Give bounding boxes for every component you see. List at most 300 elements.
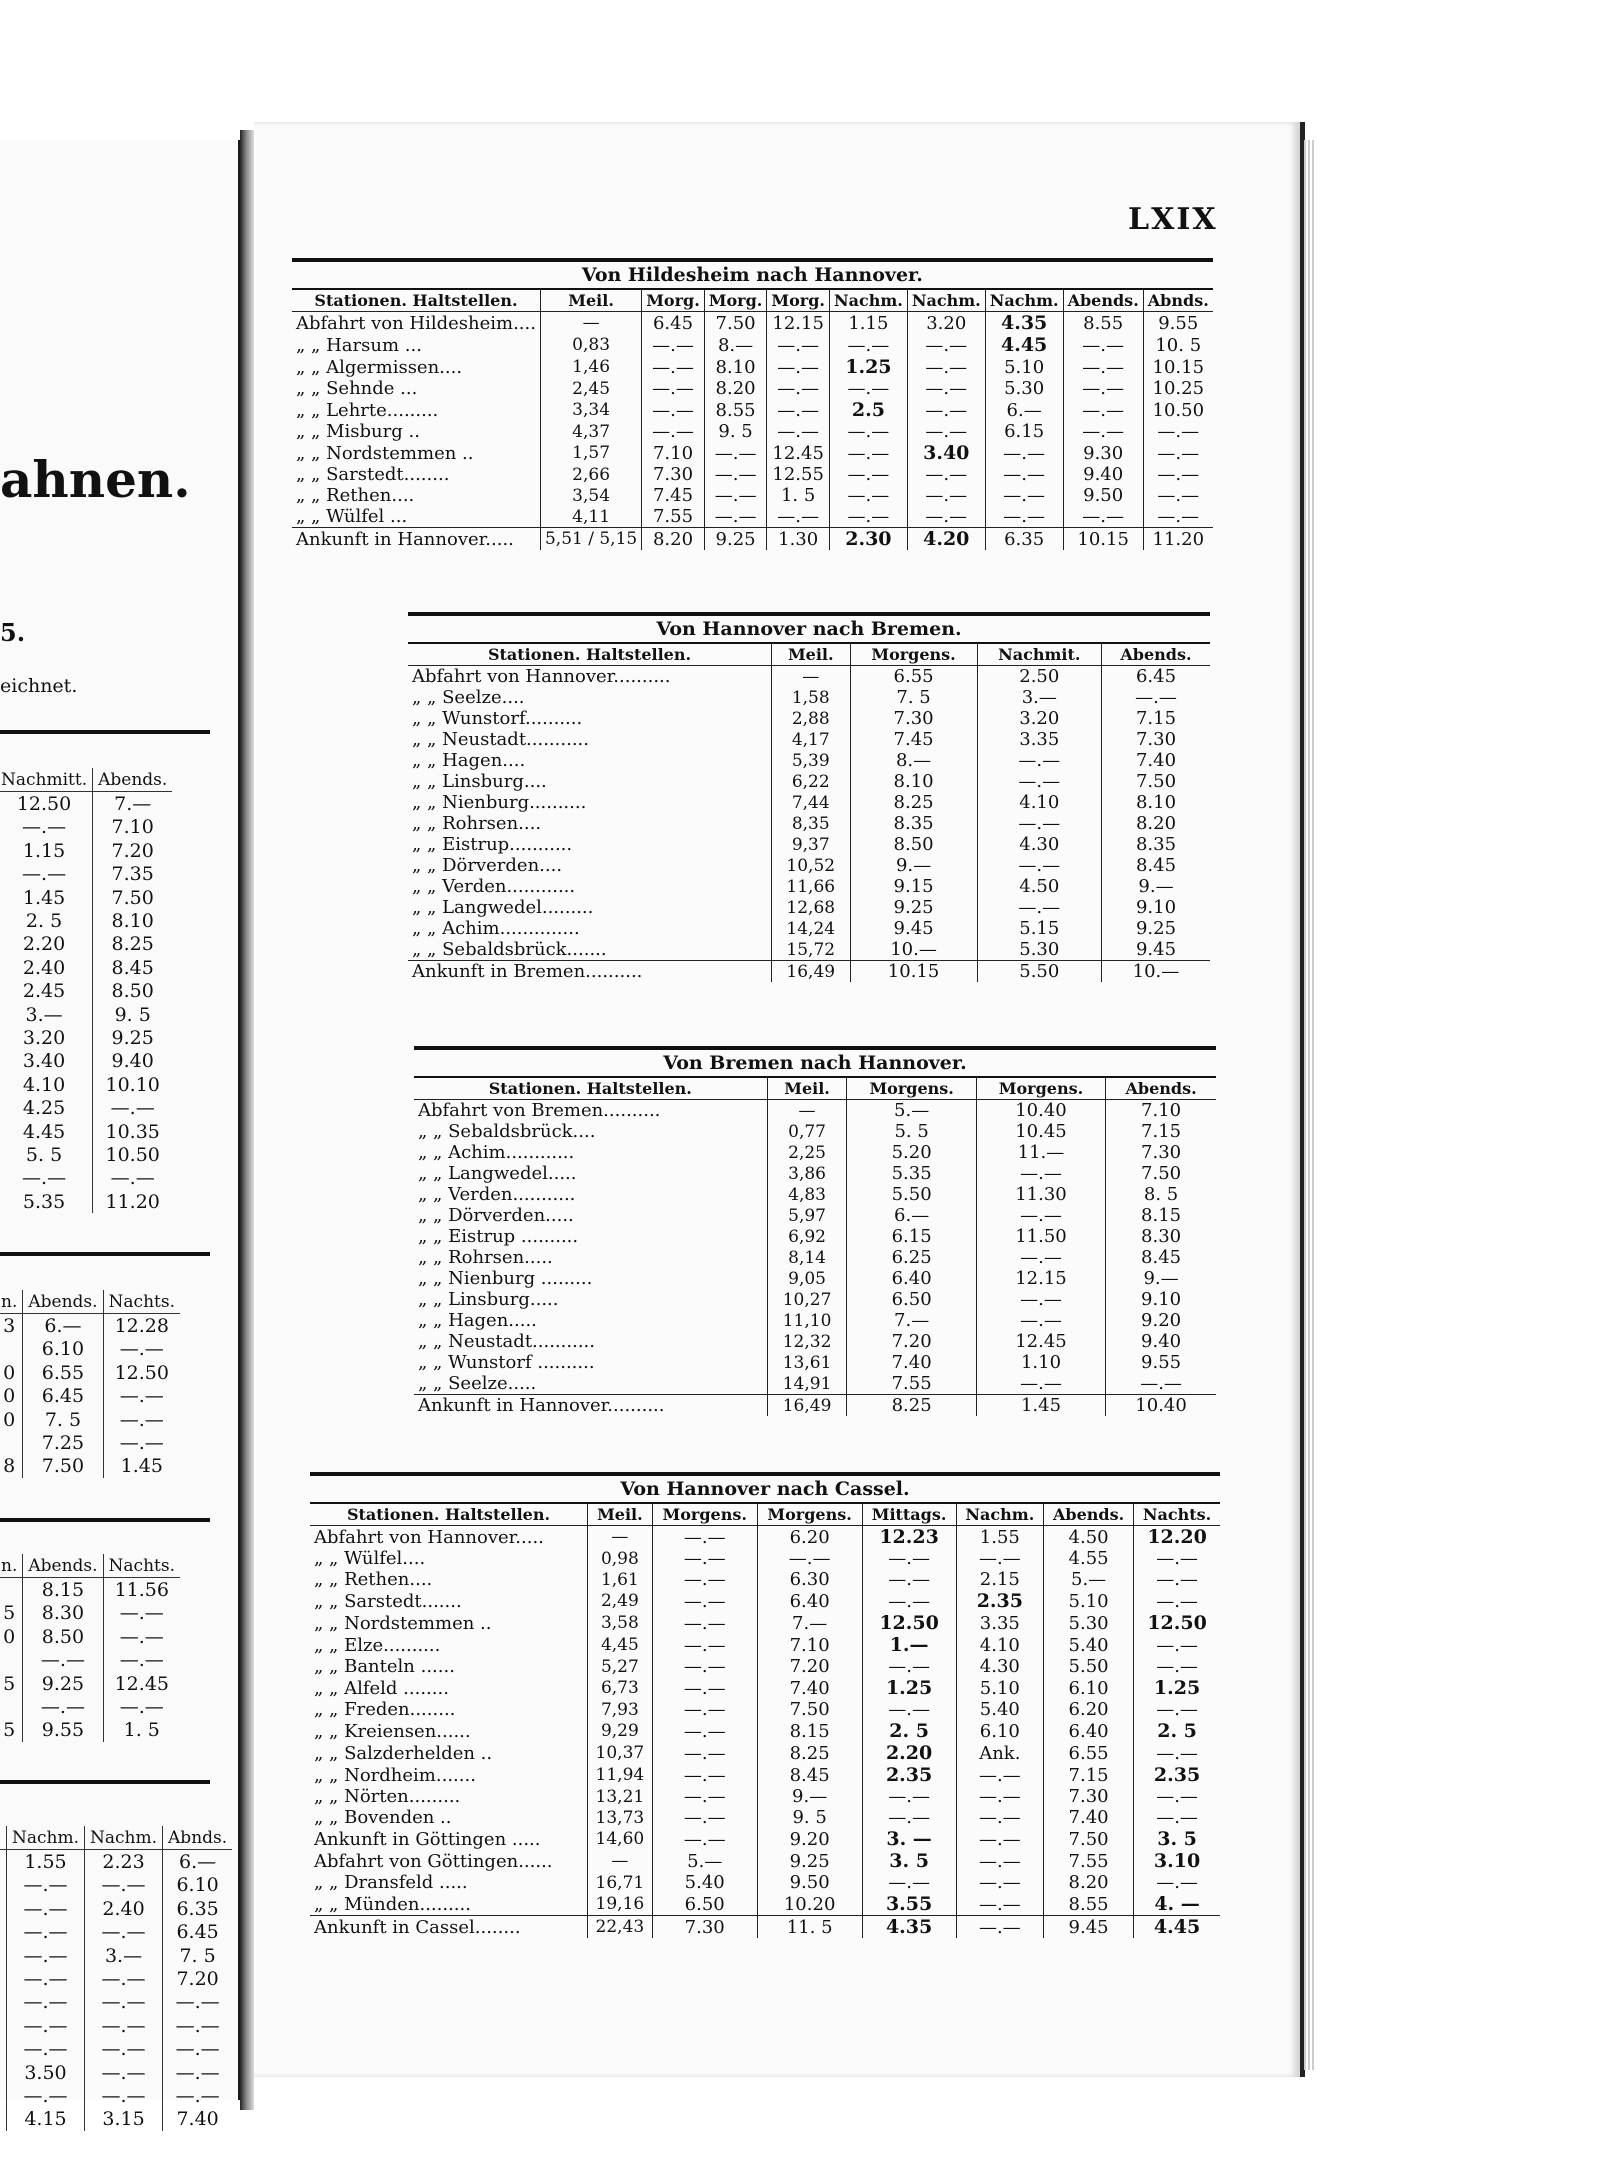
column-header: Morgens. [976, 1078, 1105, 1100]
time-cell: 2. 5 [25, 910, 63, 933]
left-heading: ahnen. [0, 450, 191, 509]
table-row [0, 1190, 172, 1213]
time-cell: —.— [85, 2061, 163, 2084]
time-cell: 7.35 [93, 863, 173, 886]
time-cell: 7.50 [757, 1699, 862, 1720]
table-row [0, 863, 172, 886]
time-cell: 8.10 [1101, 792, 1210, 813]
time-cell: —.— [103, 1408, 180, 1431]
time-cell: —.— [85, 1991, 163, 2014]
column-header: Morg. [704, 290, 767, 312]
timetable-hannover-bremen [408, 612, 1210, 982]
time-cell: —.— [704, 442, 767, 464]
station-name: „ „ Wunstorf.......... [412, 708, 583, 729]
table-row [310, 1828, 1220, 1850]
table-header-row [0, 1554, 180, 1578]
table-row [414, 1352, 1216, 1373]
time-cell: 8.50 [93, 980, 173, 1003]
time-cell: —.— [704, 485, 767, 506]
distance-cell: 11,94 [587, 1764, 652, 1786]
column-header: Meil. [772, 644, 851, 666]
time-cell: 10.40 [976, 1100, 1105, 1122]
table-row [408, 729, 1210, 750]
station-name: „ „ Sehnde ... [296, 378, 418, 399]
time-cell: —.— [956, 1807, 1043, 1828]
time-cell: —.— [757, 1548, 862, 1569]
time-cell: 3.— [85, 1944, 163, 1967]
time-cell: 11. 5 [757, 1916, 862, 1939]
time-cell: Ank. [956, 1742, 1043, 1764]
time-cell: 9.25 [850, 897, 977, 918]
column-header: Nachmit. [977, 644, 1101, 666]
time-cell: —.— [1134, 1872, 1220, 1893]
table-row [0, 1143, 172, 1166]
time-cell: 12.28 [103, 1314, 180, 1338]
time-cell: 7. 5 [163, 1944, 233, 1967]
station-name: „ „ Banteln ...... [314, 1656, 455, 1677]
time-cell: 1.25 [829, 356, 907, 378]
time-cell: —.— [956, 1828, 1043, 1850]
time-cell: 9. 5 [757, 1807, 862, 1828]
time-cell: 10.15 [1143, 356, 1213, 378]
time-cell: 5. 5 [25, 1143, 63, 1166]
time-cell: 11.50 [976, 1226, 1105, 1247]
time-cell: 5.40 [956, 1699, 1043, 1720]
distance-cell: 16,71 [587, 1872, 652, 1893]
table-row [408, 687, 1210, 708]
table-row [0, 1625, 180, 1648]
time-cell: 9.10 [1101, 897, 1210, 918]
table-row [0, 2084, 232, 2107]
table-header-row [310, 1504, 1220, 1526]
time-cell: 5.— [1044, 1569, 1134, 1590]
station-name: „ „ Langwedel......... [412, 897, 594, 918]
time-cell: 10.— [1101, 961, 1210, 983]
time-cell: 4.55 [1044, 1548, 1134, 1569]
time-cell: 7.10 [757, 1634, 862, 1656]
time-cell: 7.15 [1101, 708, 1210, 729]
station-name: „ „ Salzderhelden .. [314, 1742, 493, 1764]
time-cell: 5.40 [652, 1872, 757, 1893]
time-cell: 6.35 [163, 1897, 233, 1920]
time-cell: 1.45 [976, 1395, 1105, 1417]
table-row [408, 855, 1210, 876]
time-cell: —.— [652, 1720, 757, 1742]
time-cell: 12.45 [103, 1672, 180, 1695]
time-cell: 9.30 [1063, 442, 1143, 464]
time-cell: 6.30 [757, 1569, 862, 1590]
station-name: „ „ Sebaldsbrück.... [418, 1121, 596, 1142]
column-header: Morgens. [757, 1504, 862, 1526]
time-cell: —.— [652, 1807, 757, 1828]
distance-cell: 5,39 [772, 750, 851, 771]
time-cell: 6.45 [23, 1385, 103, 1408]
time-cell: 3.— [25, 1003, 63, 1026]
time-cell: 11.20 [93, 1190, 173, 1213]
distance-cell: 8,14 [767, 1247, 847, 1268]
time-cell: 4.35 [862, 1916, 956, 1939]
time-cell: —.— [23, 1695, 103, 1718]
station-name: „ „ Sarstedt....... [314, 1590, 462, 1612]
table-row [0, 1455, 180, 1478]
time-cell: 10.50 [1143, 399, 1213, 421]
distance-cell: 11,10 [767, 1310, 847, 1331]
time-cell: —.— [85, 1967, 163, 1990]
time-cell: —.— [7, 2014, 85, 2037]
time-cell: 7.40 [163, 2108, 233, 2131]
time-cell: —.— [1106, 1373, 1216, 1395]
station-name: „ „ Rethen.... [296, 485, 415, 506]
time-cell: 3.10 [1134, 1850, 1220, 1872]
table-row [414, 1289, 1216, 1310]
time-cell: —.— [7, 1944, 85, 1967]
station-name: „ „ Dörverden..... [418, 1205, 574, 1226]
time-cell: 2.5 [829, 399, 907, 421]
time-cell: —.— [829, 378, 907, 399]
table-row [414, 1163, 1216, 1184]
time-cell: 2.30 [829, 528, 907, 551]
table-row [0, 1991, 232, 2014]
time-cell: 4.25 [22, 1097, 66, 1120]
timetable-title: Von Hildesheim nach Hannover. [292, 258, 1213, 290]
table-row [0, 2038, 232, 2061]
time-cell: 3.20 [22, 1026, 66, 1049]
time-cell: 9.40 [93, 1050, 173, 1073]
distance-cell: 0,77 [767, 1121, 847, 1142]
time-cell: 7.30 [1106, 1142, 1216, 1163]
time-cell: 4.35 [985, 312, 1063, 335]
table-row [414, 1142, 1216, 1163]
time-cell: 9.40 [1106, 1331, 1216, 1352]
time-cell: —.— [1063, 378, 1143, 399]
time-cell: —.— [1134, 1699, 1220, 1720]
time-cell: —.— [1134, 1742, 1220, 1764]
time-cell: 10.40 [1106, 1395, 1216, 1417]
time-cell: 12.20 [1134, 1526, 1220, 1549]
time-cell: 6.45 [163, 1921, 233, 1944]
station-name: Abfahrt von Bremen.......... [418, 1100, 661, 1121]
time-cell: —.— [985, 464, 1063, 485]
time-cell: 6.55 [1044, 1742, 1134, 1764]
time-cell: 10.— [850, 939, 977, 961]
time-cell: 1.25 [1134, 1677, 1220, 1699]
table-row [292, 442, 1213, 464]
table-row [0, 1649, 180, 1672]
distance-cell: 4,83 [767, 1184, 847, 1205]
station-name: „ „ Freden........ [314, 1699, 456, 1720]
station-name: „ „ Dransfeld ..... [314, 1872, 468, 1893]
distance-cell: 1,46 [540, 356, 641, 378]
table-row [0, 909, 172, 932]
station-name: Ankunft in Hannover.......... [414, 1395, 767, 1417]
table-row [310, 1569, 1220, 1590]
time-cell: 3.— [977, 687, 1101, 708]
time-cell: 6.15 [847, 1226, 976, 1247]
column-header: Nachts. [1134, 1504, 1220, 1526]
time-cell: —.— [103, 1338, 180, 1361]
time-cell: 8.20 [1101, 813, 1210, 834]
distance-cell: 1,57 [540, 442, 641, 464]
time-cell: —.— [985, 506, 1063, 528]
table-row [292, 485, 1213, 506]
time-cell: 1.45 [22, 886, 66, 909]
time-cell: —.— [976, 1373, 1105, 1395]
time-cell: 2.35 [1134, 1764, 1220, 1786]
time-cell: 3. — [862, 1828, 956, 1850]
table-row [408, 813, 1210, 834]
distance-cell: 14,91 [767, 1373, 847, 1395]
time-cell: —.— [976, 1247, 1105, 1268]
time-cell: 8.45 [93, 956, 173, 979]
time-cell: —.— [862, 1590, 956, 1612]
time-cell: —.— [1143, 442, 1213, 464]
table-row [0, 1850, 232, 1874]
time-cell: 8.45 [757, 1764, 862, 1786]
distance-cell: 2,66 [540, 464, 641, 485]
table-row [0, 1672, 180, 1695]
time-cell: 8.10 [93, 909, 173, 932]
time-cell: 8.30 [23, 1602, 103, 1625]
table-row [408, 708, 1210, 729]
timetable-title: Von Hannover nach Cassel. [310, 1472, 1220, 1504]
distance-cell: 4,17 [772, 729, 851, 750]
time-cell: 12.45 [976, 1331, 1105, 1352]
column-header: n. [0, 1290, 23, 1314]
table-row [310, 1634, 1220, 1656]
table-header-row [0, 768, 172, 792]
time-cell: 12.15 [767, 312, 830, 335]
column-header: Nachm. [829, 290, 907, 312]
time-cell: 10.45 [976, 1121, 1105, 1142]
station-name: „ „ Seelze..... [418, 1373, 537, 1394]
time-cell: —.— [829, 464, 907, 485]
table-row [408, 918, 1210, 939]
time-cell: 7.50 [1106, 1163, 1216, 1184]
time-cell: —.— [767, 421, 830, 442]
table-row [292, 312, 1213, 335]
station-name: „ „ Neustadt........... [412, 729, 589, 750]
time-cell: —.— [85, 2084, 163, 2107]
time-cell: 3 [3, 1315, 16, 1338]
table-row [310, 1742, 1220, 1764]
time-cell: —.— [652, 1612, 757, 1634]
timetable-title: Von Bremen nach Hannover. [414, 1046, 1216, 1078]
table-row [310, 1548, 1220, 1569]
time-cell: 7. 5 [850, 687, 977, 708]
time-cell: 8.55 [704, 399, 767, 421]
time-cell: 12.55 [767, 464, 830, 485]
left-rule-2 [0, 1252, 210, 1256]
time-cell: —.— [163, 2038, 233, 2061]
table-row [310, 1720, 1220, 1742]
column-header: Mittags. [862, 1504, 956, 1526]
station-name: „ „ Seelze.... [412, 687, 525, 708]
time-cell: 6.40 [1044, 1720, 1134, 1742]
time-cell: —.— [652, 1526, 757, 1549]
time-cell: 5.30 [977, 939, 1101, 961]
column-header: Stationen. Haltstellen. [414, 1078, 767, 1100]
distance-cell: 9,05 [767, 1268, 847, 1289]
station-name: „ „ Algermissen.... [296, 356, 463, 378]
station-name: „ „ Lehrte......... [296, 399, 439, 421]
column-header: Meil. [540, 290, 641, 312]
time-cell: 9.50 [1063, 485, 1143, 506]
distance-cell: 4,37 [540, 421, 641, 442]
time-cell: 2.40 [22, 956, 66, 979]
time-cell: 8.30 [1106, 1226, 1216, 1247]
column-header: Morgens. [847, 1078, 976, 1100]
table-row [292, 378, 1213, 399]
table-row [310, 1872, 1220, 1893]
time-cell: —.— [652, 1656, 757, 1677]
time-cell: 10. 5 [1143, 334, 1213, 356]
time-cell: 1.10 [976, 1352, 1105, 1373]
distance-cell: 0,98 [587, 1548, 652, 1569]
time-cell: —.— [7, 1921, 85, 1944]
distance-cell: 8,35 [772, 813, 851, 834]
time-cell: —.— [907, 334, 985, 356]
time-cell: 9.25 [93, 1026, 173, 1049]
time-cell: —.— [862, 1807, 956, 1828]
time-cell: 7.10 [93, 816, 173, 839]
distance-cell: — [767, 1100, 847, 1122]
time-cell: —.— [956, 1764, 1043, 1786]
time-cell [0, 1431, 23, 1454]
time-cell: 6.— [847, 1205, 976, 1226]
time-cell: —.— [1134, 1634, 1220, 1656]
table-row [310, 1699, 1220, 1720]
column-header: Nachm. [85, 1826, 163, 1850]
table-row [0, 816, 172, 839]
time-cell: 7.20 [847, 1331, 976, 1352]
time-cell: 9.25 [1101, 918, 1210, 939]
station-name: „ „ Dörverden.... [412, 855, 563, 876]
distance-cell: 11,66 [772, 876, 851, 897]
time-cell: 8.45 [1101, 855, 1210, 876]
time-cell: —.— [767, 506, 830, 528]
time-cell: —.— [642, 334, 705, 356]
time-cell: 4.10 [22, 1073, 66, 1096]
time-cell: 0 [3, 1385, 16, 1408]
distance-cell: 7,93 [587, 1699, 652, 1720]
distance-cell: 1,61 [587, 1569, 652, 1590]
time-cell: 8.50 [23, 1625, 103, 1648]
time-cell: 9.25 [704, 528, 767, 551]
time-cell: 7.— [93, 792, 173, 816]
station-name: „ „ Rohrsen..... [418, 1247, 553, 1268]
time-cell: 9.— [850, 855, 977, 876]
time-cell: 7. 5 [23, 1408, 103, 1431]
time-cell: —.— [977, 813, 1101, 834]
station-name: Ankunft in Cassel........ [310, 1916, 587, 1939]
table-row [0, 1874, 232, 1897]
time-cell: 7.15 [1106, 1121, 1216, 1142]
table-row [0, 1967, 232, 1990]
column-header: Morg. [767, 290, 830, 312]
time-cell: 3.35 [977, 729, 1101, 750]
table-row [408, 876, 1210, 897]
time-cell: —.— [163, 2084, 233, 2107]
station-name: Ankunft in Bremen.......... [408, 961, 772, 983]
time-cell: 12.50 [103, 1361, 180, 1384]
time-cell: 1.45 [103, 1455, 180, 1478]
time-cell: 4.20 [907, 528, 985, 551]
page-edge [1304, 140, 1316, 2070]
time-cell: 5.10 [956, 1677, 1043, 1699]
table-row [292, 421, 1213, 442]
time-cell: 8.25 [850, 792, 977, 813]
table-row [408, 792, 1210, 813]
time-cell: 8.— [850, 750, 977, 771]
time-cell: —.— [907, 464, 985, 485]
table-row [414, 1247, 1216, 1268]
time-cell: 7.10 [642, 442, 705, 464]
time-cell: —.— [829, 334, 907, 356]
time-cell: —.— [1063, 506, 1143, 528]
station-name: „ „ Münden......... [314, 1893, 471, 1915]
time-cell: 8.15 [757, 1720, 862, 1742]
time-cell: 3.50 [7, 2061, 85, 2084]
time-cell: 5.— [652, 1850, 757, 1872]
time-cell: 5.30 [985, 378, 1063, 399]
time-cell: 1.55 [956, 1526, 1043, 1549]
station-name: „ „ Eistrup .......... [418, 1226, 579, 1247]
time-cell: 9.— [1106, 1268, 1216, 1289]
time-cell: 6.— [23, 1314, 103, 1338]
distance-cell: 13,61 [767, 1352, 847, 1373]
left-mark: 5. [0, 618, 26, 647]
table-row [0, 1921, 232, 1944]
time-cell: —.— [103, 1431, 180, 1454]
time-cell: 6.40 [757, 1590, 862, 1612]
time-cell: —.— [7, 1897, 85, 1920]
time-cell: 6.40 [847, 1268, 976, 1289]
station-name: „ „ Misburg .. [296, 421, 420, 442]
time-cell: 12.50 [862, 1612, 956, 1634]
column-header: Morg. [642, 290, 705, 312]
time-cell: 7.50 [1101, 771, 1210, 792]
time-cell: —.— [163, 2061, 233, 2084]
time-cell: 7.— [847, 1310, 976, 1331]
time-cell: —.— [985, 442, 1063, 464]
timetable-hannover-cassel [310, 1472, 1220, 1938]
time-cell: 2.45 [22, 980, 66, 1003]
timetable-title: Von Hannover nach Bremen. [408, 612, 1210, 644]
time-cell: 5.20 [847, 1142, 976, 1163]
table-header-row [408, 644, 1210, 666]
table-row [0, 1431, 180, 1454]
time-cell: —.— [829, 421, 907, 442]
time-cell: 4.45 [22, 1120, 66, 1143]
table-row [0, 886, 172, 909]
time-cell: 8.20 [704, 378, 767, 399]
time-cell: —.— [642, 356, 705, 378]
time-cell: 2.23 [85, 1850, 163, 1874]
column-header: Nachmitt. [0, 768, 93, 792]
time-cell: —.— [976, 1310, 1105, 1331]
station-name: „ „ Sebaldsbrück....... [412, 939, 607, 960]
time-cell: —.— [1143, 485, 1213, 506]
table-row [0, 933, 172, 956]
time-cell: —.— [642, 399, 705, 421]
time-cell: 5 [3, 1672, 16, 1695]
table-row [0, 2014, 232, 2037]
table-row [0, 980, 172, 1003]
time-cell: 3. 5 [1134, 1828, 1220, 1850]
time-cell: 11.56 [103, 1578, 180, 1602]
time-cell: —.— [103, 1649, 180, 1672]
table-row [0, 1167, 172, 1190]
